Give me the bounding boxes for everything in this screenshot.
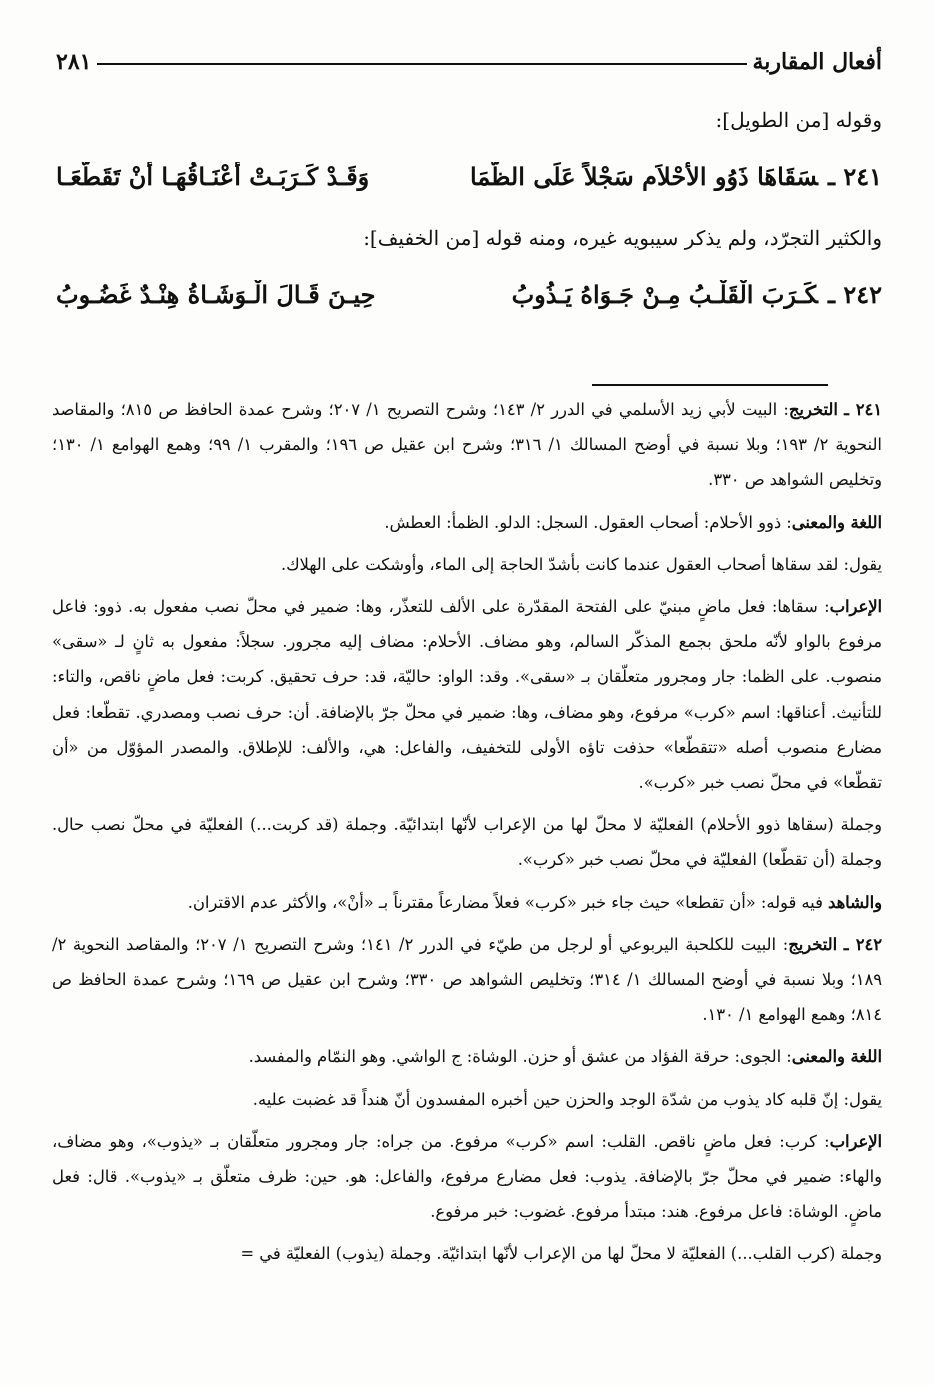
verse-242 <box>56 280 882 309</box>
footnote-text: : ذوو الأحلام: أصحاب العقول. السجل: الدلو. الظمأ: العطش. <box>384 512 792 532</box>
intro-line-2: والكثير التجرّد، ولم يذكر سيبويه غيره، ومنه قوله [من الخفيف]: <box>363 226 882 250</box>
verse-number: ٢٤٢ ـ <box>827 280 882 309</box>
footnote-label: التخريج <box>788 934 838 954</box>
footnote-label: اللغة والمعنى <box>791 512 882 532</box>
footnote-text: : البيت لأبي زيد الأسلمي في الدرر ٢/ ١٤٣؛ وشرح التصريح ١/ ٢٠٧؛ وشرح عمدة الحافظ ص ٨١٥؛ والمقاصد النحوية ٢/ ١٩٣؛ وبلا نسبة في أوضح المسالك ١/ ٣١٦؛ وشرح ابن عقيل ص ١٩٦؛ والمقرب ١/ ٩٩؛ وهمع الهوامع ١/ ١٣٠؛ وتخليص الشواهد ص ٣٣٠. <box>52 400 882 490</box>
footnote-divider <box>592 384 828 386</box>
footnote-label: الإعراب <box>829 597 882 617</box>
footnote-text: : البيت للكلحبة اليربوعي أو لرجل من طيّء في الدرر ٢/ ١٤١؛ وشرح التصريح ١/ ٢٠٧؛ والمقاصد النحوية ٢/ ١٨٩؛ وبلا نسبة في أوضح المسالك ١/ ٣١٤؛ وتخليص الشواهد ص ٣٣٠؛ وشرح ابن عقيل ص ١٦٩؛ وشرح عمدة الحافظ ص ٨١٤؛ وهمع الهوامع ١/ ١٣٠. <box>52 934 882 1025</box>
footnote-irab-241 <box>52 589 882 800</box>
footnote-text: : الجوى: حرقة الفؤاد من عشق أو حزن. الوشاة: ج الواشي. وهو النمّام والمفسد. <box>248 1047 792 1067</box>
footnote-meaning-241: يقول: لقد سقاها أصحاب العقول عندما كانت بأشدّ الحاجة إلى الماء، وأوشكت على الهلاك. <box>280 554 882 574</box>
footnote-lugha-241 <box>52 505 882 540</box>
verse-first-hemistich <box>512 280 882 309</box>
verse-241 <box>56 162 882 191</box>
footnote-text: : سقاها: فعل ماضٍ مبنيّ على الفتحة المقدّرة على الألف للتعذّر، وها: ضمير في محلّ نصب مفعول به. ذوو: فاعل مرفوع بالواو لأنّه ملحق بجمع المذكّر السالم، وهو مضاف. الأحلام: مضاف إليه مجرور. سجلاً: مفعول به ثانٍ لـ «سقى» منصوب. على الظما: جار ومجرور متعلّقان بـ «سقى». وقد: الواو: حاليّة، قد: حرف تحقيق. كربت: فعل ماضٍ ناقص، والتاء: للتأنيث. أعناقها: اسم «كرب» مرفوع، وهو مضاف، وها: ضمير في محلّ جرّ بالإضافة. أن: حرف نصب ومصدري. تقطّعا: فعل مضارع منصوب أصله «تتقطّعا» حذفت تاؤه الأولى للتخفيف، والفاعل: هي، والألف: للإطلاق. والمصدر المؤوّل من «أن تقطّعا» في محلّ نصب خبر «كرب». <box>52 597 882 793</box>
running-header <box>56 40 882 84</box>
chapter-title: أفعال المقاربة <box>752 49 882 75</box>
verse-hemistich-1: سَقَاهَا ذَوُو الأَحْلاَم سَجْلاً عَلَى الظَّمَا <box>470 162 818 191</box>
footnotes <box>52 392 882 1279</box>
footnote-label: التخريج <box>788 400 838 419</box>
verse-hemistich-2: حِيـنَ قَـالَ الْـوَشَـاةُ هِنْـدٌ غَضُـوبُ <box>56 280 376 309</box>
footnote-label: الإعراب <box>829 1131 882 1151</box>
footnote-takhrij-242 <box>52 927 882 1033</box>
footnote-jumla-242: وجملة (كرب القلب...) الفعليّة لا محلّ لها من الإعراب لأنّها ابتدائيّة. وجملة (يذوب) الفعليّة في = <box>240 1244 882 1264</box>
footnote-meaning-242: يقول: إنّ قلبه كاد يذوب من شدّة الوجد والحزن حين أخبره المفسدون أنّ هنداً قد غضبت عليه. <box>252 1089 882 1109</box>
footnote-number: ٢٤٢ ـ <box>843 934 882 954</box>
footnote-irab-242 <box>52 1124 882 1230</box>
intro-line-1: وقوله [من الطويل]: <box>715 108 882 132</box>
footnote-shahid-241 <box>52 885 882 920</box>
footnote-takhrij-241 <box>52 392 882 498</box>
page-number: ٢٨١ <box>56 49 92 75</box>
header-rule <box>97 63 746 65</box>
footnote-jumla-241: وجملة (سقاها ذوو الأحلام) الفعليّة لا محلّ لها من الإعراب لأنّها ابتدائيّة. وجملة (قد كربت...) الفعليّة في محلّ نصب حال. وجملة (أن تقطّعا) الفعليّة في محلّ نصب خبر «كرب». <box>52 815 882 870</box>
footnote-lugha-242 <box>52 1039 882 1074</box>
footnote-text: فيه قوله: «أن تقطعا» حيث جاء خبر «كرب» فعلاً مضارعاً مقترناً بـ «أنْ»، والأكثر عدم الاقتران. <box>187 892 829 912</box>
footnote-number: ٢٤١ ـ <box>844 400 882 419</box>
verse-first-hemistich <box>470 162 882 191</box>
footnote-label: اللغة والمعنى <box>791 1047 882 1067</box>
verse-hemistich-1: كَـرَبَ الْقَلْـبُ مِـنْ جَـوَاهُ يَـذُوبُ <box>511 280 818 309</box>
verse-number: ٢٤١ ـ <box>827 162 882 191</box>
footnote-label: والشاهد <box>828 892 882 912</box>
footnote-text: : كرب: فعل ماضٍ ناقص. القلب: اسم «كرب» مرفوع. من جراه: جار ومجرور متعلّقان بـ «يذوب»، وهو مضاف، والهاء: ضمير في محلّ جرّ بالإضافة. يذوب: فعل مضارع مرفوع، والفاعل: هو. حين: ظرف متعلّق بـ «يذوب». قال: فعل ماضٍ. الوشاة: فاعل مرفوع. هند: مبتدأ مرفوع. غضوب: خبر مرفوع. <box>52 1131 882 1222</box>
verse-hemistich-2: وَقَـدْ كَـرَبَـتْ أعْنَـاقُهَـا أنْ تَقَطَّعَـا <box>56 162 370 191</box>
